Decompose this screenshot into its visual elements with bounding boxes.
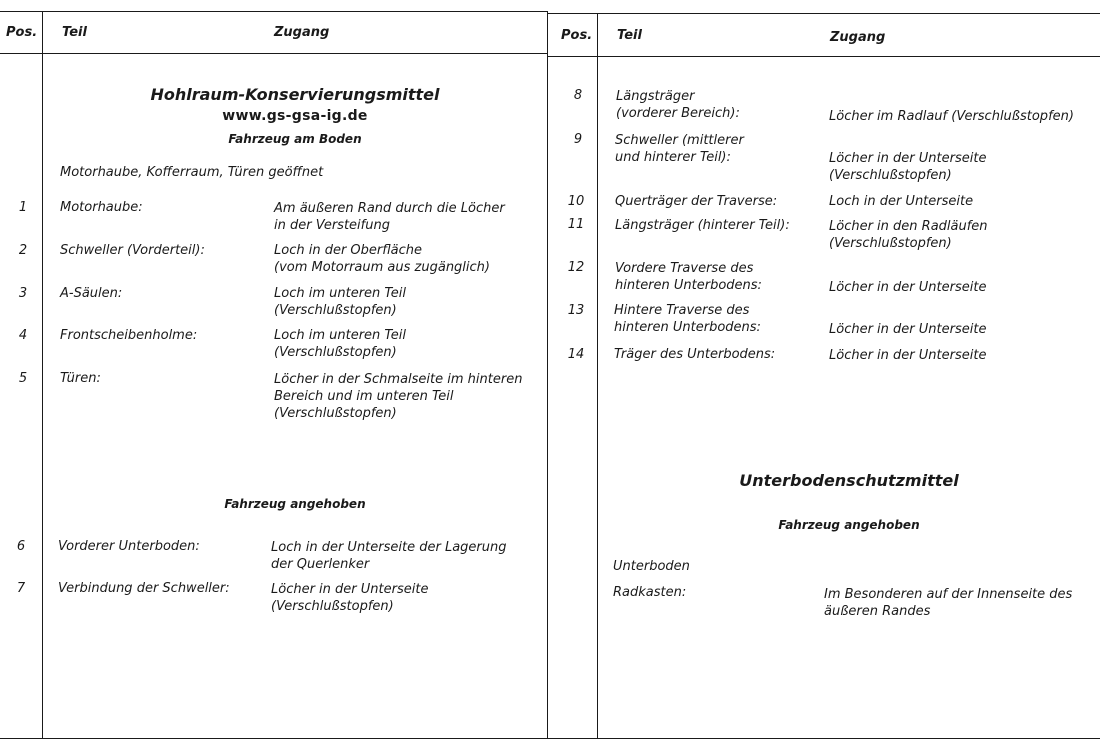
- row-11-teil-line: Längsträger (hinterer Teil):: [615, 218, 790, 233]
- note-open-parts: Motorhaube, Kofferraum, Türen geöffnet: [60, 165, 324, 180]
- row-13-pos: 13: [567, 303, 585, 318]
- subheading-fahrzeug-angehoben-left: Fahrzeug angehoben: [224, 497, 366, 511]
- row-14-zugang: [829, 347, 986, 364]
- row-7-zugang-line: (Verschlußstopfen): [271, 599, 394, 614]
- row-7-pos: 7: [16, 581, 26, 596]
- divider-right-pos: [597, 13, 598, 739]
- row-10-zugang: [829, 193, 973, 210]
- header-pos-left: Pos.: [6, 25, 38, 40]
- row-5-zugang-line: Bereich und im unteren Teil: [274, 389, 454, 404]
- row-3-zugang: [274, 285, 406, 319]
- divider-center: [547, 11, 548, 739]
- row-11-pos: 11: [567, 217, 585, 232]
- row-8-zugang: [829, 108, 1074, 125]
- bottom-rule: [0, 738, 1100, 739]
- row-8-pos: 8: [573, 88, 583, 103]
- subheading-fahrzeug-am-boden: Fahrzeug am Boden: [228, 132, 362, 146]
- row-10-teil-line: Querträger der Traverse:: [615, 194, 778, 209]
- row-5-teil: [60, 370, 101, 387]
- row-7-zugang: [271, 581, 428, 615]
- row-11-zugang: [829, 218, 988, 252]
- row-8-teil-line: Längsträger: [616, 89, 695, 104]
- row-2-zugang: [274, 242, 490, 276]
- row-4-teil-line: Frontscheibenholme:: [60, 328, 198, 343]
- row-6-pos: 6: [16, 539, 26, 554]
- row-5-zugang: [274, 371, 522, 422]
- row-5-zugang-line: (Verschlußstopfen): [274, 406, 397, 421]
- section-title-unterbodenschutz: Unterbodenschutzmittel: [739, 471, 959, 490]
- top-rule-right: [548, 13, 1100, 14]
- header-teil-right: Teil: [617, 28, 642, 43]
- row-5-teil-line: Türen:: [60, 371, 101, 386]
- row-9-pos: 9: [573, 132, 583, 147]
- row-8-teil-line: (vorderer Bereich):: [616, 106, 740, 121]
- row-3-pos: 3: [18, 286, 28, 301]
- row-13-teil: [614, 302, 761, 336]
- header-rule-right: [548, 56, 1100, 57]
- row-13-teil-line: Hintere Traverse des: [614, 303, 750, 318]
- row-6-zugang-line: der Querlenker: [271, 557, 370, 572]
- row-14-zugang-line: Löcher in der Unterseite: [829, 348, 987, 363]
- row-12-pos: 12: [567, 260, 585, 275]
- row-4-zugang: [274, 327, 406, 361]
- row-10-pos: 10: [567, 194, 585, 209]
- row-6-teil: [58, 538, 200, 555]
- row-5-zugang-line: Löcher in der Schmalseite im hinteren: [274, 372, 523, 387]
- section-title-hohlraum: Hohlraum-Konservierungsmittel: [150, 85, 440, 104]
- row-12-teil-line: Vordere Traverse des: [615, 261, 754, 276]
- row-10-teil: [615, 193, 777, 210]
- row-4-zugang-line: Loch im unteren Teil: [274, 328, 406, 343]
- row-14-pos: 14: [567, 347, 585, 362]
- row-7-teil-line: Verbindung der Schweller:: [58, 581, 230, 596]
- row-5-pos: 5: [18, 371, 28, 386]
- row-2-zugang-line: Loch in der Oberfläche: [274, 243, 423, 258]
- extra-radkasten-zugang: [824, 586, 1072, 620]
- row-6-zugang: [271, 539, 507, 573]
- header-teil-left: Teil: [62, 25, 87, 40]
- row-4-zugang-line: (Verschlußstopfen): [274, 345, 397, 360]
- row-12-teil-line: hinteren Unterbodens:: [615, 278, 762, 293]
- row-9-teil-line: und hinterer Teil):: [615, 150, 731, 165]
- row-10-zugang-line: Loch in der Unterseite: [829, 194, 974, 209]
- row-4-teil: [60, 327, 197, 344]
- row-6-zugang-line: Loch in der Unterseite der Lagerung: [271, 540, 507, 555]
- row-13-teil-line: hinteren Unterbodens:: [614, 320, 761, 335]
- header-rule-left: [0, 53, 548, 54]
- row-14-teil-line: Träger des Unterbodens:: [614, 347, 776, 362]
- header-pos-right: Pos.: [561, 28, 593, 43]
- row-1-teil: [60, 199, 143, 216]
- row-4-pos: 4: [18, 328, 28, 343]
- row-12-zugang-line: Löcher in der Unterseite: [829, 280, 987, 295]
- extra-radkasten-zugang-line: äußeren Randes: [824, 604, 931, 619]
- row-1-zugang: [274, 200, 505, 234]
- row-9-zugang: [829, 150, 986, 184]
- extra-unterboden-teil: Unterboden: [613, 559, 690, 574]
- header-zugang-right: Zugang: [830, 30, 886, 45]
- row-8-zugang-line: Löcher im Radlauf (Verschlußstopfen): [829, 109, 1074, 124]
- row-9-teil-line: Schweller (mittlerer: [615, 133, 744, 148]
- row-13-zugang: [829, 321, 986, 338]
- row-1-zugang-line: Am äußeren Rand durch die Löcher: [274, 201, 505, 216]
- row-12-zugang: [829, 279, 986, 296]
- row-11-teil: [615, 217, 790, 234]
- row-3-zugang-line: (Verschlußstopfen): [274, 303, 397, 318]
- row-2-teil: [60, 242, 205, 259]
- row-2-zugang-line: (vom Motorraum aus zugänglich): [274, 260, 490, 275]
- row-8-teil: [616, 88, 740, 122]
- row-13-zugang-line: Löcher in der Unterseite: [829, 322, 987, 337]
- subheading-fahrzeug-angehoben-right: Fahrzeug angehoben: [778, 518, 920, 532]
- row-3-zugang-line: Loch im unteren Teil: [274, 286, 406, 301]
- row-9-zugang-line: (Verschlußstopfen): [829, 168, 952, 183]
- row-1-zugang-line: in der Versteifung: [274, 218, 390, 233]
- row-2-pos: 2: [18, 243, 28, 258]
- extra-radkasten-teil: Radkasten:: [613, 585, 687, 600]
- website-url: www.gs-gsa-ig.de: [222, 108, 368, 124]
- row-14-teil: [614, 346, 775, 363]
- top-rule-left: [0, 11, 548, 12]
- row-12-teil: [615, 260, 762, 294]
- row-9-teil: [615, 132, 744, 166]
- row-6-teil-line: Vorderer Unterboden:: [58, 539, 200, 554]
- row-1-teil-line: Motorhaube:: [60, 200, 143, 215]
- row-1-pos: 1: [18, 200, 28, 215]
- row-7-zugang-line: Löcher in der Unterseite: [271, 582, 429, 597]
- row-2-teil-line: Schweller (Vorderteil):: [60, 243, 205, 258]
- row-9-zugang-line: Löcher in der Unterseite: [829, 151, 987, 166]
- row-3-teil-line: A-Säulen:: [60, 286, 123, 301]
- header-zugang-left: Zugang: [274, 25, 330, 40]
- row-11-zugang-line: (Verschlußstopfen): [829, 236, 952, 251]
- extra-radkasten-zugang-line: Im Besonderen auf der Innenseite des: [824, 587, 1073, 602]
- row-11-zugang-line: Löcher in den Radläufen: [829, 219, 988, 234]
- row-3-teil: [60, 285, 122, 302]
- row-7-teil: [58, 580, 230, 597]
